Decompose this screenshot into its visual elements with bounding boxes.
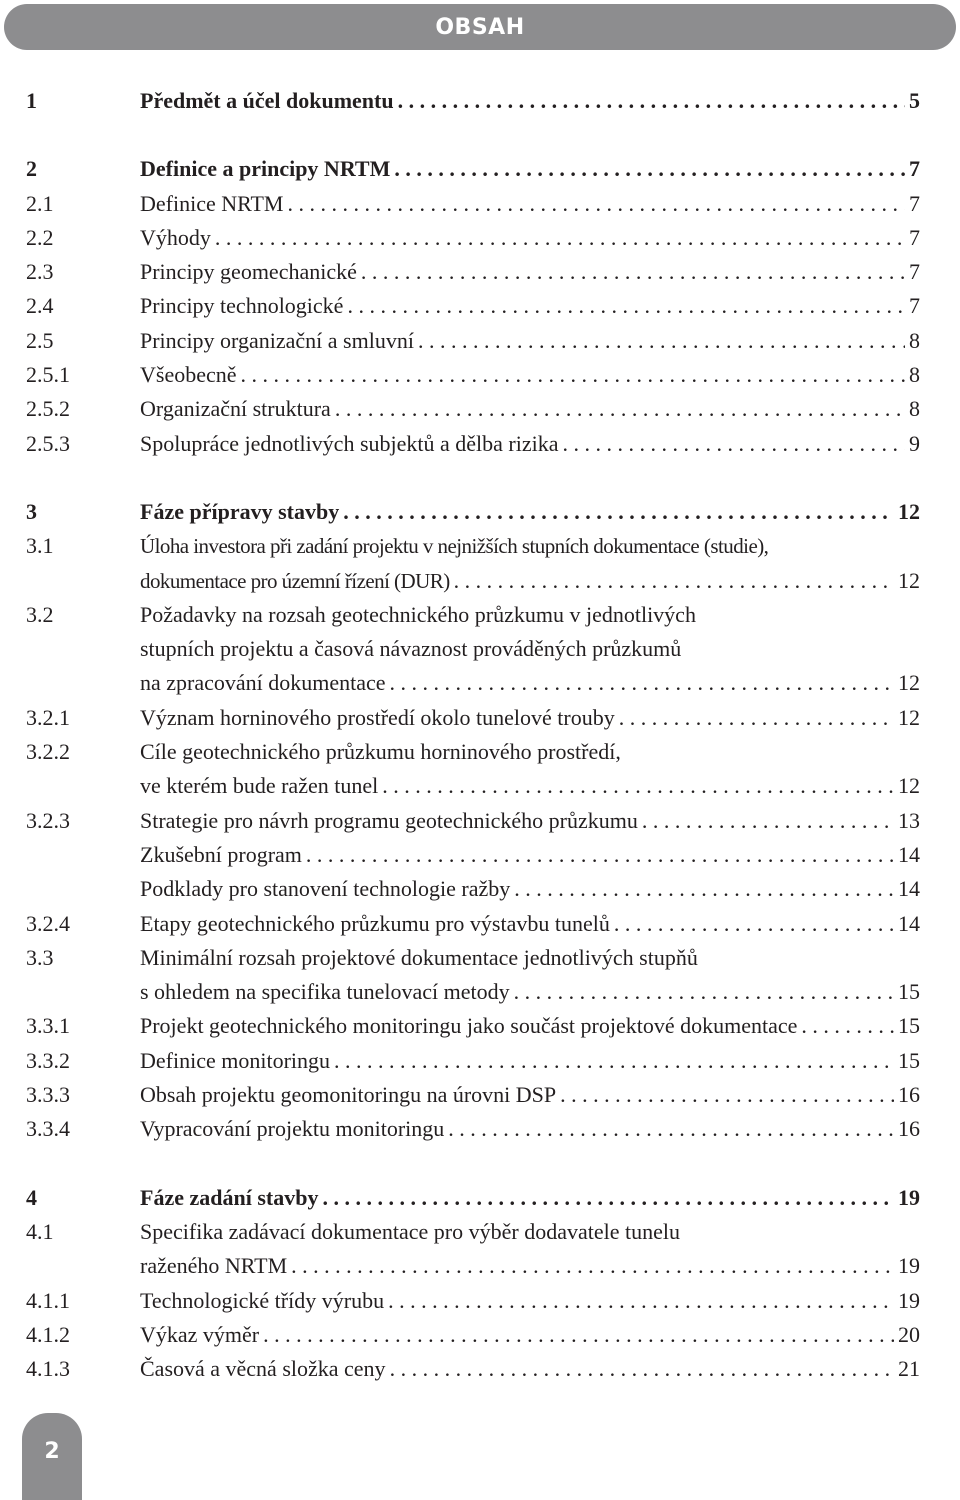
toc-entry[interactable]: [26, 324, 920, 358]
toc-entry-title: Předmět a účel dokumentu: [140, 88, 394, 113]
toc-entry-title: Časová a věcná složka ceny: [140, 1356, 386, 1382]
toc-entry-title: Principy organizační a smluvní: [140, 327, 414, 353]
toc-entry-title-line: Úloha investora při zadání projektu v nejnižších stupních dokumentace (studie),: [140, 534, 769, 559]
toc-entry-body: [140, 358, 920, 392]
toc-entry-body: [140, 804, 920, 838]
toc-entry-body: [140, 1215, 920, 1284]
toc-entry-title: Všeobecně: [140, 362, 237, 388]
toc-entry-body: [140, 427, 920, 461]
toc-entry-leader-line: [140, 495, 920, 529]
dot-leader: [801, 1009, 894, 1043]
dot-leader: [334, 1044, 894, 1078]
toc-entry-leader-line: [140, 1318, 920, 1352]
dot-leader: [514, 872, 894, 906]
toc-entry-body: [140, 255, 920, 289]
toc-entry-title: Principy geomechanické: [140, 259, 357, 285]
toc-entry-number: 4: [26, 1184, 37, 1210]
toc-entry-title: Definice NRTM: [140, 190, 284, 216]
toc-entry-page: 21: [898, 1356, 920, 1382]
toc-entry-number: 2.2: [26, 224, 54, 250]
dot-leader: [347, 289, 905, 323]
toc-entry[interactable]: [26, 941, 920, 1010]
toc-entry[interactable]: [26, 735, 920, 804]
toc-entry-page: 7: [909, 190, 920, 216]
dot-leader: [562, 427, 905, 461]
toc-entry[interactable]: [26, 187, 920, 221]
dot-leader: [642, 804, 894, 838]
toc-entry-page: 19: [898, 1184, 920, 1210]
toc-entry-page: 15: [898, 1013, 920, 1039]
toc-entry-body: [140, 495, 920, 529]
toc-entry-leader-line: [140, 1181, 920, 1215]
toc-entry-leader-line: [140, 187, 920, 221]
toc-entry-page: 15: [898, 1047, 920, 1073]
toc-entry-body: [140, 838, 920, 872]
toc-entry-body: [140, 1352, 920, 1386]
toc-entry-number: 2.5: [26, 327, 54, 353]
toc-entry-leader-line: [140, 1078, 920, 1112]
toc-entry-title: na zpracování dokumentace: [140, 670, 386, 696]
toc-entry-body: [140, 1284, 920, 1318]
toc-entry[interactable]: [26, 221, 920, 255]
toc-entry[interactable]: [26, 1352, 920, 1386]
section-title: OBSAH: [435, 15, 525, 40]
dot-leader: [287, 187, 905, 221]
toc-entry-body: [140, 598, 920, 701]
dot-leader: [390, 1352, 894, 1386]
dot-leader: [263, 1318, 894, 1352]
toc-entry[interactable]: [26, 289, 920, 323]
toc-entry-title: raženého NRTM: [140, 1253, 288, 1279]
dot-leader: [390, 666, 894, 700]
dot-leader: [560, 1078, 894, 1112]
toc-entry-leader-line: [140, 1352, 920, 1386]
dot-leader: [306, 838, 894, 872]
dot-leader: [514, 975, 894, 1009]
dot-leader: [454, 564, 894, 598]
toc-entry-number: 3.2.1: [26, 704, 70, 730]
toc-entry-title: Projekt geotechnického monitoringu jako součást projektové dokumentace: [140, 1013, 798, 1039]
toc-entry[interactable]: [26, 804, 920, 838]
toc-entry-body: [140, 701, 920, 735]
toc-entry-page: 8: [909, 327, 920, 353]
toc-entry-leader-line: [140, 666, 920, 700]
toc-entry-title: Zkušební program: [140, 841, 302, 867]
toc-entry-number: 2.5.3: [26, 430, 70, 456]
toc-entry-number: 4.1: [26, 1218, 54, 1244]
toc-entry-page: 8: [909, 396, 920, 422]
toc-entry-title: Definice monitoringu: [140, 1047, 331, 1073]
toc-entry-number: 4.1.3: [26, 1356, 70, 1382]
toc-entry[interactable]: [26, 392, 920, 426]
toc-entry-number: 3.2: [26, 601, 54, 627]
toc-entry-page: 20: [898, 1321, 920, 1347]
toc-entry-title: s ohledem na specifika tunelovací metody: [140, 979, 510, 1005]
toc-entry-leader-line: [140, 392, 920, 426]
toc-entry-title: Definice a principy NRTM: [140, 156, 391, 182]
toc-entry-number: 3.3: [26, 944, 54, 970]
dot-leader: [215, 221, 905, 255]
dot-leader: [335, 392, 905, 426]
toc-entry-leader-line: [140, 1249, 920, 1283]
toc-entry-page: 19: [898, 1287, 920, 1313]
toc-entry[interactable]: [26, 907, 920, 941]
toc-entry-body: [140, 907, 920, 941]
toc-entry-title: Strategie pro návrh programu geotechnického průzkumu: [140, 807, 638, 833]
toc-entry-page: 7: [909, 293, 920, 319]
toc-entry-title-line: stupních projektu a časová návaznost prováděných průzkumů: [140, 636, 682, 662]
toc-entry-leader-line: [140, 1009, 920, 1043]
toc-entry-page: 8: [909, 362, 920, 388]
toc-entry-number: 2.4: [26, 293, 54, 319]
toc-entry-page: 12: [898, 670, 920, 696]
toc-entry-title: Fáze přípravy stavby: [140, 498, 340, 524]
toc-entry-leader-line: [140, 1044, 920, 1078]
toc-entry-body: [140, 1181, 920, 1215]
dot-leader: [418, 324, 905, 358]
toc-entry[interactable]: [26, 1009, 920, 1043]
toc-entry-leader-line: [140, 1112, 920, 1146]
toc-entry-body: [140, 941, 920, 1010]
toc-entry[interactable]: [26, 1318, 920, 1352]
toc-entry-page: 7: [909, 259, 920, 285]
toc-entry[interactable]: [26, 1078, 920, 1112]
toc-entry-page: 16: [898, 1116, 920, 1142]
toc-entry-number: 3.3.1: [26, 1013, 70, 1039]
toc-entry-body: [140, 1112, 920, 1146]
toc-entry-title: Principy technologické: [140, 293, 344, 319]
toc-entry-number: 2.5.2: [26, 396, 70, 422]
dot-leader: [361, 255, 905, 289]
toc-entry-page: 9: [909, 430, 920, 456]
toc-entry-page: 12: [898, 567, 920, 593]
toc-entry-leader-line: [140, 838, 920, 872]
toc-entry-leader-line: [140, 221, 920, 255]
dot-leader: [619, 701, 894, 735]
toc-entry-body: [140, 289, 920, 323]
toc-entry[interactable]: [26, 1284, 920, 1318]
toc-entry-page: 5: [909, 88, 920, 113]
toc-entry[interactable]: [26, 701, 920, 735]
toc-entry-number: 3.3.3: [26, 1082, 70, 1108]
dot-leader: [388, 1284, 894, 1318]
toc-entry-title: Spolupráce jednotlivých subjektů a dělba rizika: [140, 430, 559, 456]
dot-leader: [241, 358, 905, 392]
dot-leader: [614, 907, 894, 941]
toc-entry-page: 7: [909, 224, 920, 250]
toc-entry-body: [140, 392, 920, 426]
dot-leader: [343, 495, 894, 529]
toc-entry-number: 2.5.1: [26, 362, 70, 388]
toc-entry-number: 3.3.4: [26, 1116, 70, 1142]
toc-entry-body: [140, 221, 920, 255]
toc-entry-page: 7: [909, 156, 920, 182]
toc-entry-title: Vypracování projektu monitoringu: [140, 1116, 445, 1142]
toc-entry[interactable]: [26, 872, 920, 906]
toc-entry-leader-line: [140, 564, 920, 598]
toc-entry-title: Technologické třídy výrubu: [140, 1287, 385, 1313]
toc-entry-number: 3.1: [26, 533, 54, 559]
toc-entry-leader-line: [140, 804, 920, 838]
dot-leader: [394, 152, 905, 186]
toc-entry-number: 4.1.1: [26, 1287, 70, 1313]
toc-entry-title: Obsah projektu geomonitoringu na úrovni DSP: [140, 1082, 557, 1108]
toc-entry-title: Fáze zadání stavby: [140, 1184, 319, 1210]
toc-entry-leader-line: [140, 358, 920, 392]
toc-entry-page: 16: [898, 1082, 920, 1108]
page-number-tab: [22, 1413, 82, 1500]
toc-entry-page: 12: [898, 704, 920, 730]
toc-entry-body: [140, 1009, 920, 1043]
toc-entry-body: [140, 324, 920, 358]
toc-entry-number: 3.2.3: [26, 807, 70, 833]
toc-entry-page: 14: [898, 910, 920, 936]
toc-entry-page: 13: [898, 807, 920, 833]
toc-entry-page: 12: [898, 498, 920, 524]
toc-entry[interactable]: [26, 1044, 920, 1078]
toc-entry-leader-line: [140, 1284, 920, 1318]
toc-entry-body: [140, 529, 920, 598]
toc-entry-number: 1: [26, 88, 37, 113]
toc-entry-body: [140, 1318, 920, 1352]
toc-entry-leader-line: [140, 255, 920, 289]
toc-entry-number: 2.3: [26, 259, 54, 285]
toc-entry[interactable]: [26, 255, 920, 289]
toc-entry-page: 15: [898, 979, 920, 1005]
toc-entry[interactable]: [26, 1112, 920, 1146]
toc-entry-page: 14: [898, 841, 920, 867]
toc-entry-body: [140, 1044, 920, 1078]
dot-leader: [291, 1249, 894, 1283]
toc-entry-leader-line: [140, 975, 920, 1009]
toc-entry-number: 3.2.2: [26, 739, 70, 765]
toc-entry[interactable]: [26, 598, 920, 701]
toc-entry-body: [140, 872, 920, 906]
toc-entry-title: Výkaz výměr: [140, 1321, 260, 1347]
toc-entry-number: 2.1: [26, 190, 54, 216]
toc-entry-title-line: Cíle geotechnického průzkumu horninového prostředí,: [140, 739, 621, 765]
toc-entry-title: ve kterém bude ražen tunel: [140, 773, 379, 799]
toc-entry-leader-line: [140, 907, 920, 941]
toc-chapter[interactable]: [26, 1181, 920, 1215]
toc-entry-number: 3.3.2: [26, 1047, 70, 1073]
table-of-contents: [26, 84, 920, 1386]
toc-entry-leader-line: [140, 324, 920, 358]
toc-entry-leader-line: [140, 84, 920, 118]
dot-leader: [398, 84, 905, 118]
toc-chapter[interactable]: [26, 152, 920, 186]
toc-entry-title: Význam horninového prostředí okolo tunelové trouby: [140, 704, 615, 730]
toc-chapter[interactable]: [26, 495, 920, 529]
dot-leader: [322, 1181, 894, 1215]
toc-entry-page: 14: [898, 876, 920, 902]
toc-entry-leader-line: [140, 152, 920, 186]
toc-entry-title: Podklady pro stanovení technologie ražby: [140, 876, 511, 902]
toc-entry-title: Etapy geotechnického průzkumu pro výstavbu tunelů: [140, 910, 610, 936]
toc-entry-title: Výhody: [140, 224, 211, 250]
toc-entry-title: Organizační struktura: [140, 396, 331, 422]
toc-chapter[interactable]: [26, 84, 920, 118]
toc-entry-title: dokumentace pro územní řízení (DUR): [140, 568, 450, 593]
toc-entry-number: 4.1.2: [26, 1321, 70, 1347]
toc-entry-title-line: Minimální rozsah projektové dokumentace jednotlivých stupňů: [140, 944, 698, 970]
toc-entry-number: 3.2.4: [26, 910, 70, 936]
toc-entry-body: [140, 187, 920, 221]
toc-entry-title-line: Požadavky na rozsah geotechnického průzkumu v jednotlivých: [140, 601, 696, 627]
toc-entry-number: 3: [26, 498, 37, 524]
toc-entry-page: 19: [898, 1253, 920, 1279]
section-header: [4, 4, 956, 50]
toc-entry[interactable]: [26, 838, 920, 872]
toc-entry-leader-line: [140, 769, 920, 803]
toc-entry-leader-line: [140, 872, 920, 906]
dot-leader: [448, 1112, 894, 1146]
toc-entry[interactable]: [26, 427, 920, 461]
toc-entry-title-line: Specifika zadávací dokumentace pro výběr dodavatele tunelu: [140, 1218, 680, 1244]
toc-entry-leader-line: [140, 427, 920, 461]
toc-entry-body: [140, 152, 920, 186]
toc-entry[interactable]: [26, 1215, 920, 1284]
toc-entry-leader-line: [140, 701, 920, 735]
toc-entry-page: 12: [898, 773, 920, 799]
dot-leader: [382, 769, 894, 803]
page-number: 2: [44, 1439, 60, 1464]
toc-entry-number: 2: [26, 156, 37, 182]
toc-entry-body: [140, 84, 920, 118]
toc-entry-body: [140, 735, 920, 804]
toc-entry-leader-line: [140, 289, 920, 323]
toc-entry[interactable]: [26, 529, 920, 598]
toc-entry[interactable]: [26, 358, 920, 392]
toc-entry-body: [140, 1078, 920, 1112]
